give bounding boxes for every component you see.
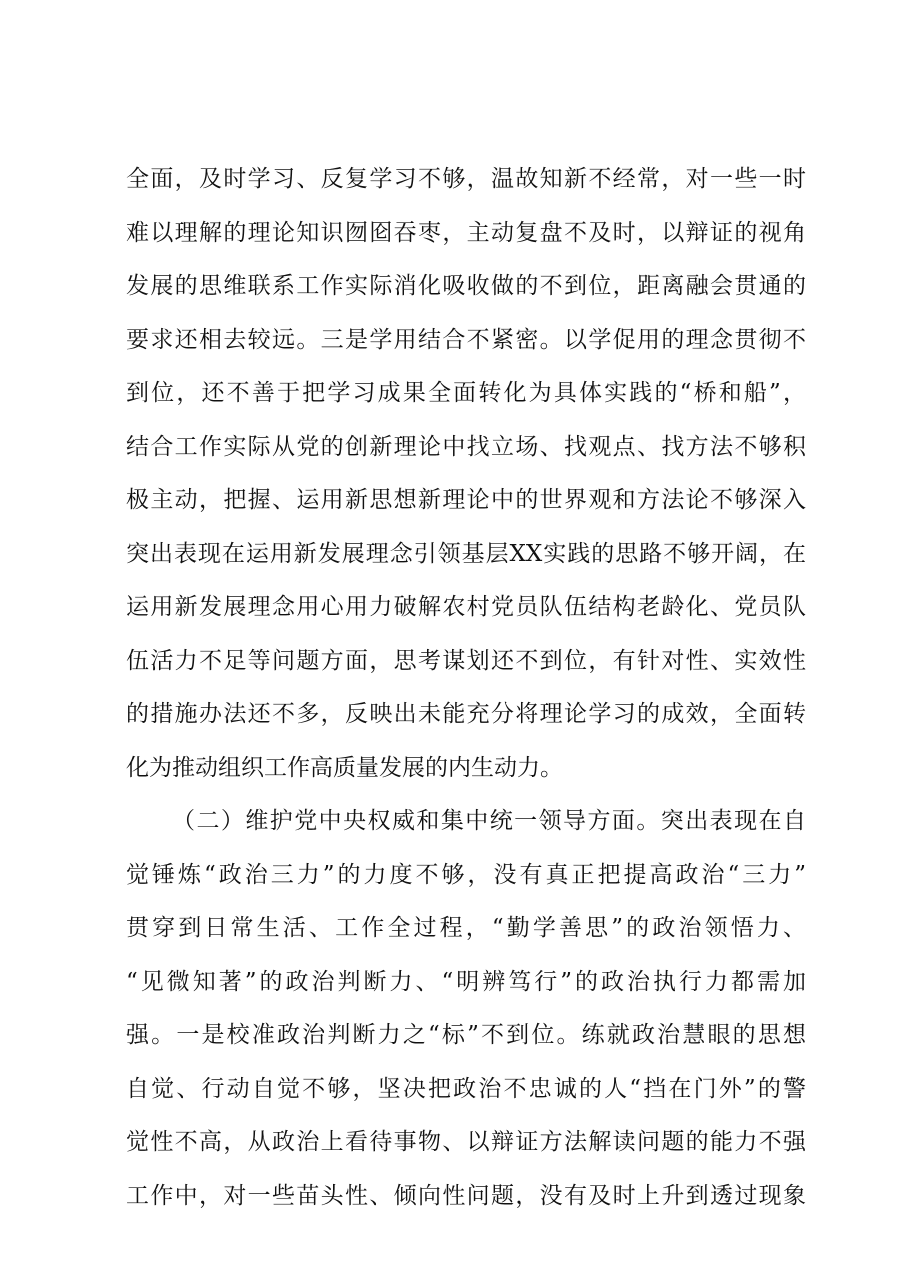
text-line-2: 难以理解的理论知识囫囵吞枣，主动复盘不及时，以辩证的视角 [126,219,806,246]
text-line-18: 自觉、行动自觉不够，坚决把政治不忠诚的人“挡在门外”的警 [126,1075,806,1102]
text-line-1: 全面，及时学习、反复学习不够，温故知新不经常，对一些一时 [126,166,806,192]
text-line-11: 的措施办法还不多，反映出未能充分将理论学习的成效，全面转 [126,701,806,727]
text-line-8: 突出表现在运用新发展理念引领基层XX实践的思路不够开阔，在 [126,540,806,567]
text-line-14: 觉锤炼“政治三力”的力度不够，没有真正把提高政治“三力” [126,861,806,888]
text-line-19: 觉性不高，从政治上看待事物、以辩证方法解读问题的能力不强 [126,1129,806,1155]
text-line-9: 运用新发展理念用心用力破解农村党员队伍结构老龄化、党员队 [126,594,806,620]
text-line-12: 化为推动组织工作高质量发展的内生动力。 [126,754,563,781]
text-line-3: 发展的思维联系工作实际消化吸收做的不到位，距离融会贯通的 [126,273,806,299]
text-line-4: 要求还相去较远。三是学用结合不紧密。以学促用的理念贯彻不 [126,326,806,353]
text-line-10: 伍活力不足等问题方面，思考谋划还不到位，有针对性、实效性 [126,647,806,674]
text-line-6: 结合工作实际从党的创新理论中找立场、找观点、找方法不够积 [126,433,806,460]
text-line-15: 贯穿到日常生活、工作全过程，“勤学善思”的政治领悟力、 [126,915,806,941]
section-heading-line: （二）维护党中央权威和集中统一领导方面。突出表现在自 [172,808,806,834]
text-line-20: 工作中，对一些苗头性、倾向性问题，没有及时上升到透过现象 [126,1182,806,1209]
text-line-17: 强。一是校准政治判断力之“标”不到位。练就政治慧眼的思想 [126,1022,806,1048]
text-line-7: 极主动，把握、运用新思想新理论中的世界观和方法论不够深入 [126,487,806,513]
body-text [126,153,806,1223]
text-line-5: 到位，还不善于把学习成果全面转化为具体实践的“桥和船”， [126,380,806,406]
text-line-16: “见微知著”的政治判断力、“明辨笃行”的政治执行力都需加 [126,968,806,995]
